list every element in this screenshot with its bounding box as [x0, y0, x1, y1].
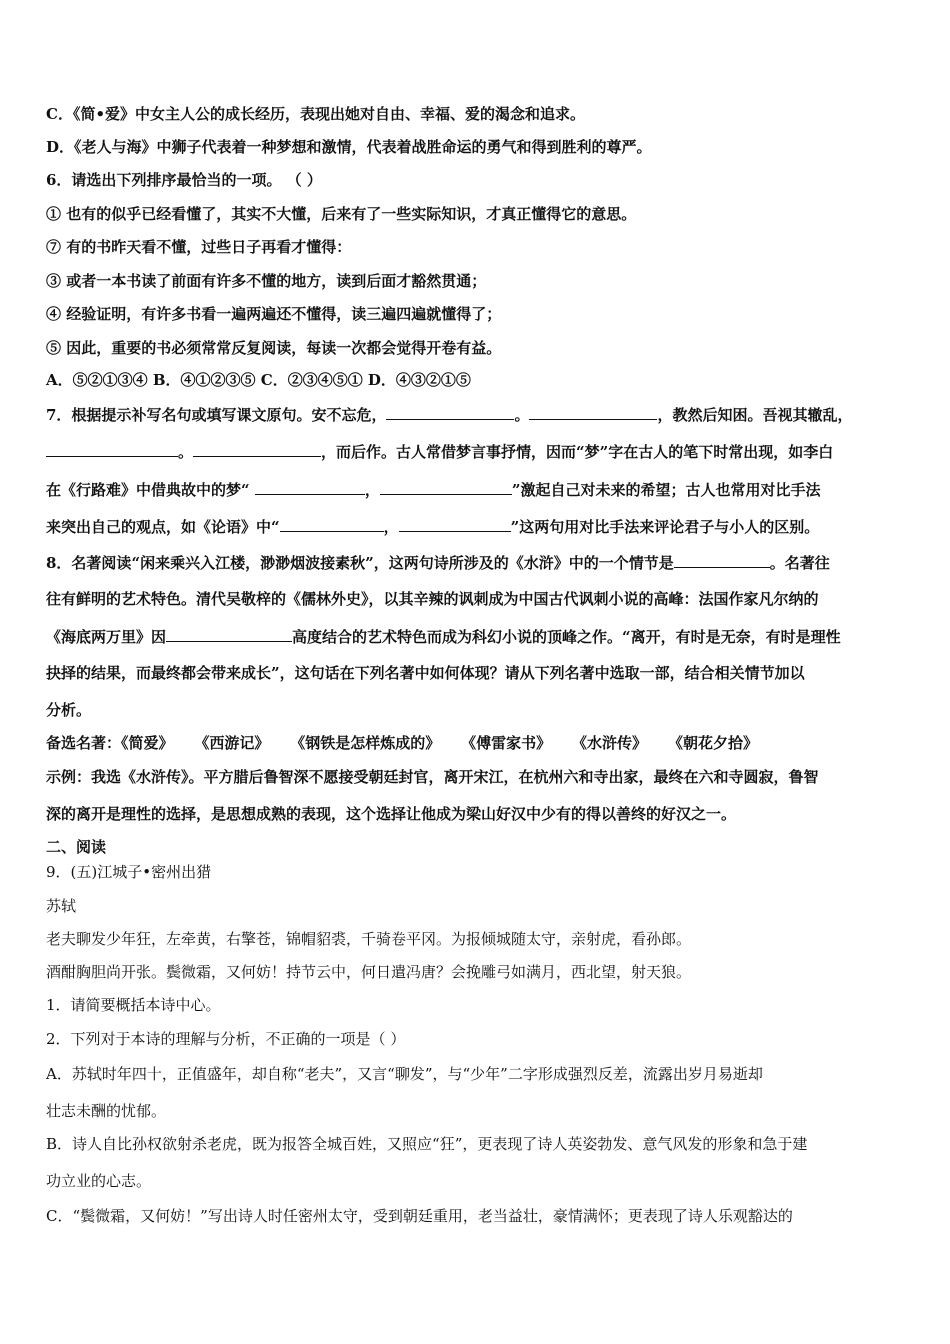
blank-line: [280, 516, 384, 532]
q7-text: ，教然后知困。吾视其辙乱，: [657, 406, 853, 424]
q7-text: 。: [514, 406, 530, 424]
q9-option-a-1: A．苏轼时年四十，正值盛年，却自称“老夫”，又言“聊发”，与“少年”二字形成强烈反差，流露出岁月易逝却: [46, 1065, 763, 1083]
blank-line: [386, 404, 514, 420]
blank-line: [255, 479, 365, 495]
q9-sub-2: 2．下列对于本诗的理解与分析，不正确的一项是（ ）: [46, 1030, 406, 1048]
blank-line: [674, 552, 770, 568]
q9-author: 苏轼: [46, 897, 77, 915]
q8-example-2: 深的离开是理性的选择，是思想成熟的表现，这个选择让他成为梁山好汉中少有的得以善终的好汉之一。: [46, 805, 737, 823]
blank-line: [529, 404, 657, 420]
q8-line-5: 分析。: [46, 701, 92, 719]
section-heading: 二、阅读: [46, 838, 107, 856]
q7-line-3: [46, 479, 821, 500]
q8-line-1: [46, 552, 830, 573]
q6-options: A．⑤②①③④ B．④①②③⑤ C．②③④⑤① D．④③②①⑤: [46, 371, 471, 389]
q6-stem: 6．请选出下列排序最恰当的一项。 （ ）: [46, 171, 322, 189]
q7-text: 来突出自己的观点，如《论语》中“: [46, 518, 280, 536]
q8-text: 8．名著阅读“闲来乘兴入江楼，渺渺烟波接素秋”，这两句诗所涉及的《水浒》中的一个情节是: [46, 554, 674, 572]
q7-text: ，而后作。古人常借梦言事抒情，因而“梦”字在古人的笔下时常出现，如李白: [321, 443, 834, 461]
q6-sentence-4: ④ 经验证明，有许多书看一遍两遍还不懂得，读三遍四遍就懂得了；: [46, 305, 502, 323]
q8-book-list: 备选名著：《简爱》 《西游记》 《钢铁是怎样炼成的》 《傅雷家书》 《水浒传》 《朝花夕拾》: [46, 734, 758, 752]
q8-line-2: 往有鲜明的艺术特色。清代吴敬梓的《儒林外史》，以其辛辣的讽刺成为中国古代讽刺小说的高峰：法国作家凡尔纳的: [46, 590, 819, 608]
blank-line: [399, 516, 511, 532]
blank-line: [166, 626, 292, 642]
q6-sentence-5: ⑤ 因此，重要的书必须常常反复阅读，每读一次都会觉得开卷有益。: [46, 339, 502, 357]
q9-option-c-1: C．“鬓微霜，又何妨！”写出诗人时任密州太守，受到朝廷重用，老当益壮，豪情满怀；更表现了诗人乐观豁达的: [46, 1207, 793, 1225]
option-c-jane-eyre: C．《简•爱》中女主人公的成长经历，表现出她对自由、幸福、爱的渴念和追求。: [46, 105, 586, 123]
q9-option-b-1: B．诗人自比孙权欲射杀老虎，既为报答全城百姓，又照应“狂”，更表现了诗人英姿勃发、意气风发的形象和急于建: [46, 1135, 808, 1153]
q7-text: 。: [178, 443, 194, 461]
q8-line-3: [46, 626, 841, 647]
q8-text: 。名著往: [769, 554, 830, 572]
q7-text: ，: [364, 481, 380, 499]
option-d-old-man-sea: D．《老人与海》中狮子代表着一种梦想和激情，代表着战胜命运的勇气和得到胜利的尊严。: [46, 138, 652, 156]
q7-line-4: [46, 516, 819, 537]
blank-line: [380, 479, 512, 495]
q9-title: 9．(五)江城子•密州出猎: [46, 863, 212, 881]
q7-line-2: [46, 441, 833, 462]
q7-text: ，: [383, 518, 399, 536]
q6-sentence-2: ⑦ 有的书昨天看不懂，过些日子再看才懂得：: [46, 238, 352, 256]
q7-text: ”激起自己对未来的希望；古人也常用对比手法: [511, 481, 821, 499]
q9-poem-line-1: 老夫聊发少年狂，左牵黄，右擎苍，锦帽貂裘，千骑卷平冈。为报倾城随太守，亲射虎，看孙郎。: [46, 930, 692, 948]
q6-sentence-3: ③ 或者一本书读了前面有许多不懂的地方，读到后面才豁然贯通；: [46, 272, 487, 290]
q8-line-4: 抉择的结果，而最终都会带来成长”，这句话在下列名著中如何体现？请从下列名著中选取一部，结合相关情节加以: [46, 664, 805, 682]
blank-line: [46, 441, 178, 457]
q9-poem-line-2: 酒酣胸胆尚开张。鬓微霜，又何妨！持节云中，何日遣冯唐？会挽雕弓如满月，西北望，射天狼。: [46, 963, 692, 981]
q9-sub-1: 1．请简要概括本诗中心。: [46, 996, 221, 1014]
q6-sentence-1: ① 也有的似乎已经看懂了，其实不大懂，后来有了一些实际知识，才真正懂得它的意思。: [46, 205, 637, 223]
q8-text: 《海底两万里》因: [46, 628, 167, 646]
q7-line-1: [46, 404, 852, 425]
q8-example-1: 示例：我选《水浒传》。平方腊后鲁智深不愿接受朝廷封官，离开宋江，在杭州六和寺出家，最终在六和寺圆寂，鲁智: [46, 768, 819, 786]
blank-line: [193, 441, 321, 457]
q8-text: 高度结合的艺术特色而成为科幻小说的顶峰之作。“离开，有时是无奈，有时是理性: [292, 628, 841, 646]
q9-option-b-2: 功立业的心志。: [46, 1172, 152, 1190]
q7-text: 7．根据提示补写名句或填写课文原句。安不忘危，: [46, 406, 387, 424]
q7-text: 在《行路难》中借典故中的梦“: [46, 481, 255, 499]
q7-text: ”这两句用对比手法来评论君子与小人的区别。: [510, 518, 820, 536]
q9-option-a-2: 壮志未酬的忧郁。: [46, 1102, 167, 1120]
